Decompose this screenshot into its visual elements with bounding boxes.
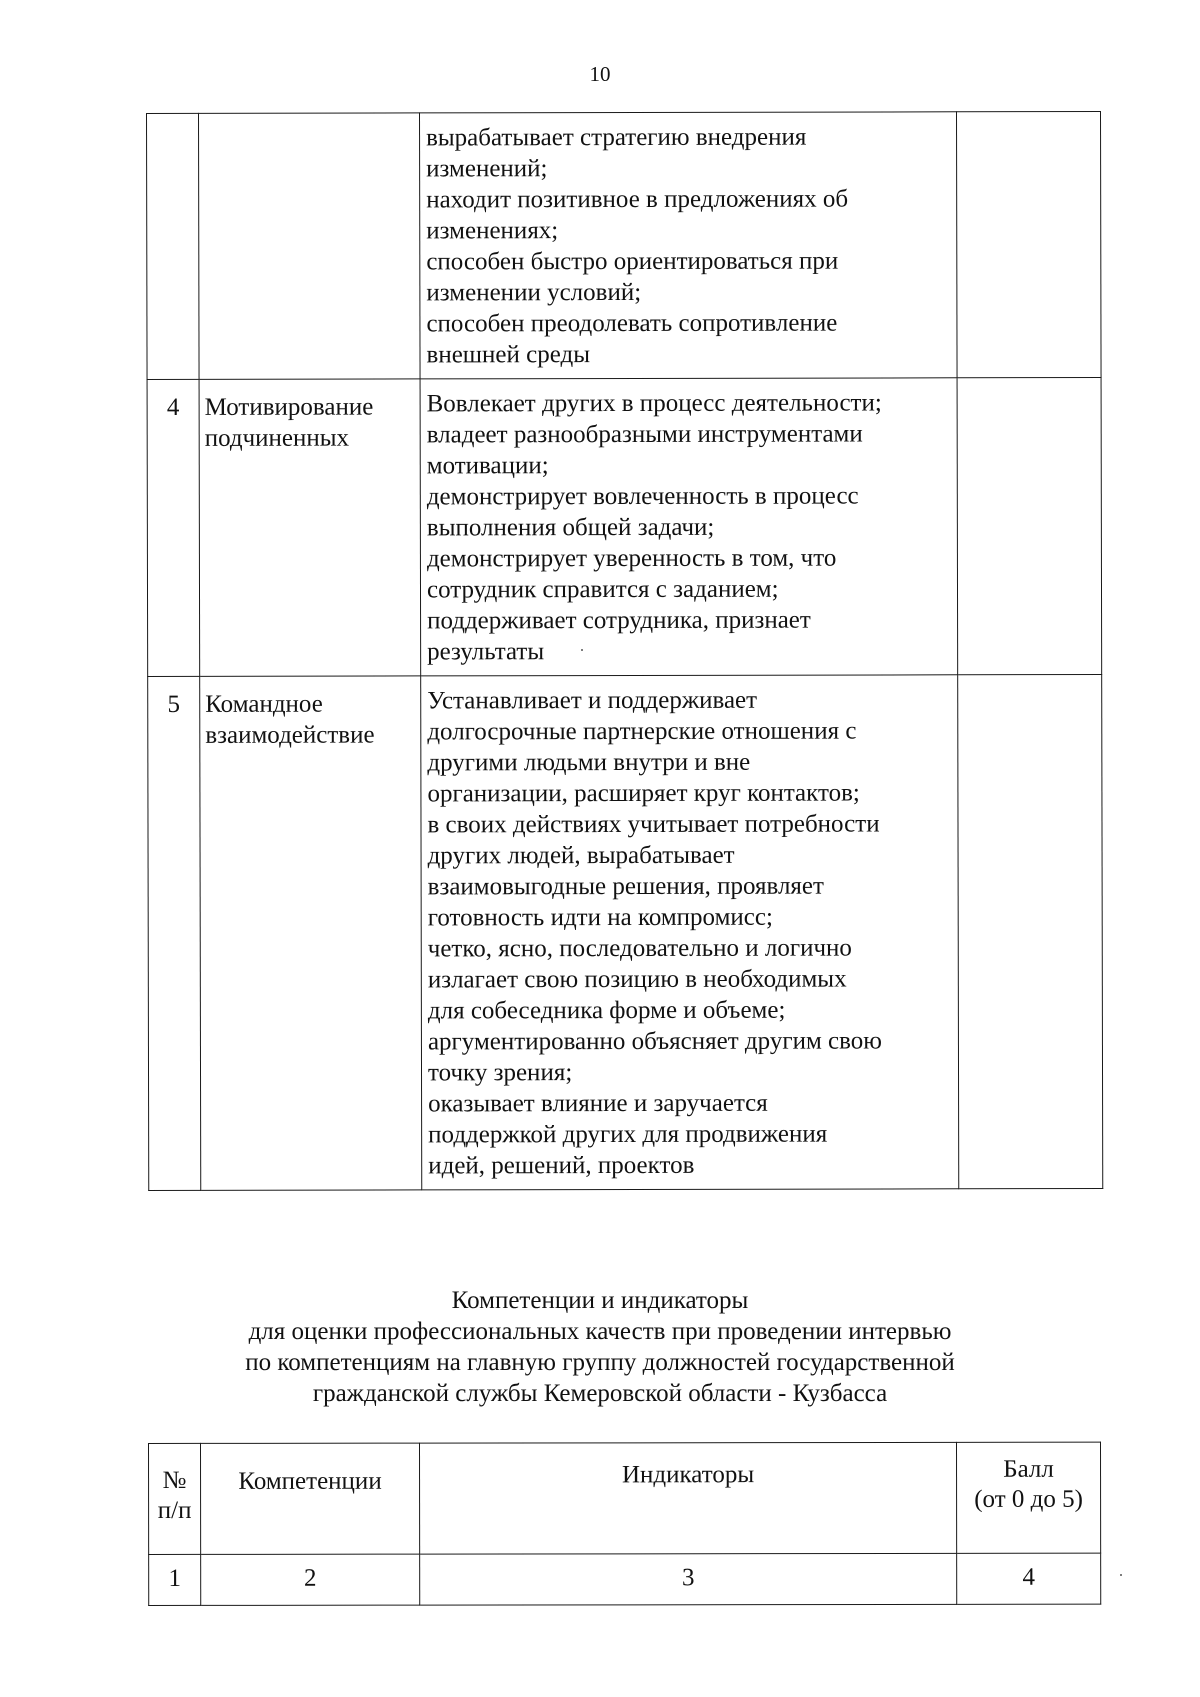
score-cell xyxy=(958,674,1103,1188)
indicator-line: результаты xyxy=(427,638,545,666)
indicator-line: поддержкой других для продвижения xyxy=(428,1120,828,1149)
scan-speck xyxy=(581,649,583,651)
indicator-line: внешней среды xyxy=(426,341,591,369)
column-number-cell: 2 xyxy=(201,1554,420,1605)
indicators-cell xyxy=(420,378,958,676)
column-numbers-row xyxy=(149,1553,1101,1605)
indicator-line: взаимовыгодные решения, проявляет xyxy=(427,872,824,901)
indicator-line: излагает свою позицию в необходимых xyxy=(427,965,847,994)
page-number: 10 xyxy=(589,62,611,86)
indicator-line: выполнения общей задачи; xyxy=(426,513,715,542)
row-number-cell xyxy=(147,113,200,379)
competency-row xyxy=(147,378,1102,677)
indicator-line: изменений; xyxy=(426,155,548,183)
header-score-label: Балл xyxy=(1003,1455,1054,1483)
header-num-cell xyxy=(149,1443,201,1554)
indicators-cell xyxy=(420,112,958,379)
indicator-line: изменениях; xyxy=(426,217,559,245)
indicator-line: другими людьми внутри и вне xyxy=(427,748,751,777)
section-caption xyxy=(0,1285,1200,1409)
indicator-line: демонстрирует уверенность в том, что xyxy=(426,544,837,573)
indicator-line: способен преодолевать сопротивление xyxy=(426,309,838,338)
indicator-line: для собеседника форме и объеме; xyxy=(427,996,786,1025)
competency-name-line: взаимодействие xyxy=(205,721,375,749)
indicator-line: Устанавливает и поддерживает xyxy=(427,686,758,715)
header-indicators-cell: Индикаторы xyxy=(420,1442,957,1554)
indicator-line: находит позитивное в предложениях об xyxy=(426,185,849,214)
row-number-cell: 5 xyxy=(148,676,201,1190)
header-num-symbol: № xyxy=(162,1466,187,1494)
competency-cell xyxy=(200,676,422,1190)
indicator-line: оказывает влияние и заручается xyxy=(428,1089,768,1118)
competency-cell xyxy=(199,379,421,676)
column-number-cell: 3 xyxy=(420,1553,957,1605)
caption-title: Компетенции и индикаторы xyxy=(451,1287,749,1314)
caption-line: по компетенциям на главную группу должностей государственной xyxy=(245,1349,955,1376)
indicator-line: в своих действиях учитывает потребности xyxy=(427,810,880,839)
indicator-line: сотрудник справится с заданием; xyxy=(426,575,779,604)
indicator-line: вырабатывает стратегию внедрения xyxy=(426,123,807,152)
column-number-cell: 4 xyxy=(957,1553,1101,1604)
competency-row xyxy=(147,112,1102,380)
header-score-cell xyxy=(956,1442,1100,1553)
indicator-line: мотивации; xyxy=(426,452,549,480)
indicator-line: аргументированно объясняет другим свою xyxy=(427,1027,882,1056)
competency-name-line: подчиненных xyxy=(204,424,350,452)
indicator-line: поддерживает сотрудника, признает xyxy=(427,606,811,635)
caption-line: для оценки профессиональных качеств при проведении интервью xyxy=(248,1318,952,1345)
indicator-line: точку зрения; xyxy=(427,1059,573,1087)
competency-name-line: Командное xyxy=(205,690,323,718)
competency-table-header xyxy=(148,1442,1101,1606)
indicator-line: четко, ясно, последовательно и логично xyxy=(427,934,852,963)
score-cell xyxy=(956,112,1101,378)
indicator-line: идей, решений, проектов xyxy=(428,1151,695,1180)
row-number-cell: 4 xyxy=(147,379,200,676)
scan-speck xyxy=(1120,1574,1122,1576)
header-competencies-cell: Компетенции xyxy=(201,1443,420,1554)
indicator-line: организации, расширяет круг контактов; xyxy=(427,779,860,808)
competency-row xyxy=(148,674,1103,1190)
indicator-line: способен быстро ориентироваться при xyxy=(426,247,839,276)
indicator-line: других людей, вырабатывает xyxy=(427,841,735,870)
competency-table-continued xyxy=(146,111,1103,1191)
score-cell xyxy=(957,378,1102,675)
indicator-line: демонстрирует вовлеченность в процесс xyxy=(426,482,859,511)
column-number-cell: 1 xyxy=(149,1554,201,1605)
indicator-line: долгосрочные партнерские отношения с xyxy=(427,717,857,746)
indicator-line: изменении условий; xyxy=(426,278,642,307)
indicator-line: Вовлекает других в процесс деятельности; xyxy=(426,389,882,418)
indicators-cell xyxy=(421,675,959,1190)
indicator-line: готовность идти на компромисс; xyxy=(427,903,773,932)
indicator-line: владеет разнообразными инструментами xyxy=(426,420,863,449)
header-row xyxy=(149,1442,1101,1554)
competency-name-line: Мотивирование xyxy=(204,393,374,421)
competency-cell xyxy=(199,113,421,379)
header-score-range: (от 0 до 5) xyxy=(974,1485,1083,1513)
caption-line: гражданской службы Кемеровской области - Кузбасса xyxy=(312,1380,888,1407)
header-num-abbr: п/п xyxy=(157,1496,192,1524)
